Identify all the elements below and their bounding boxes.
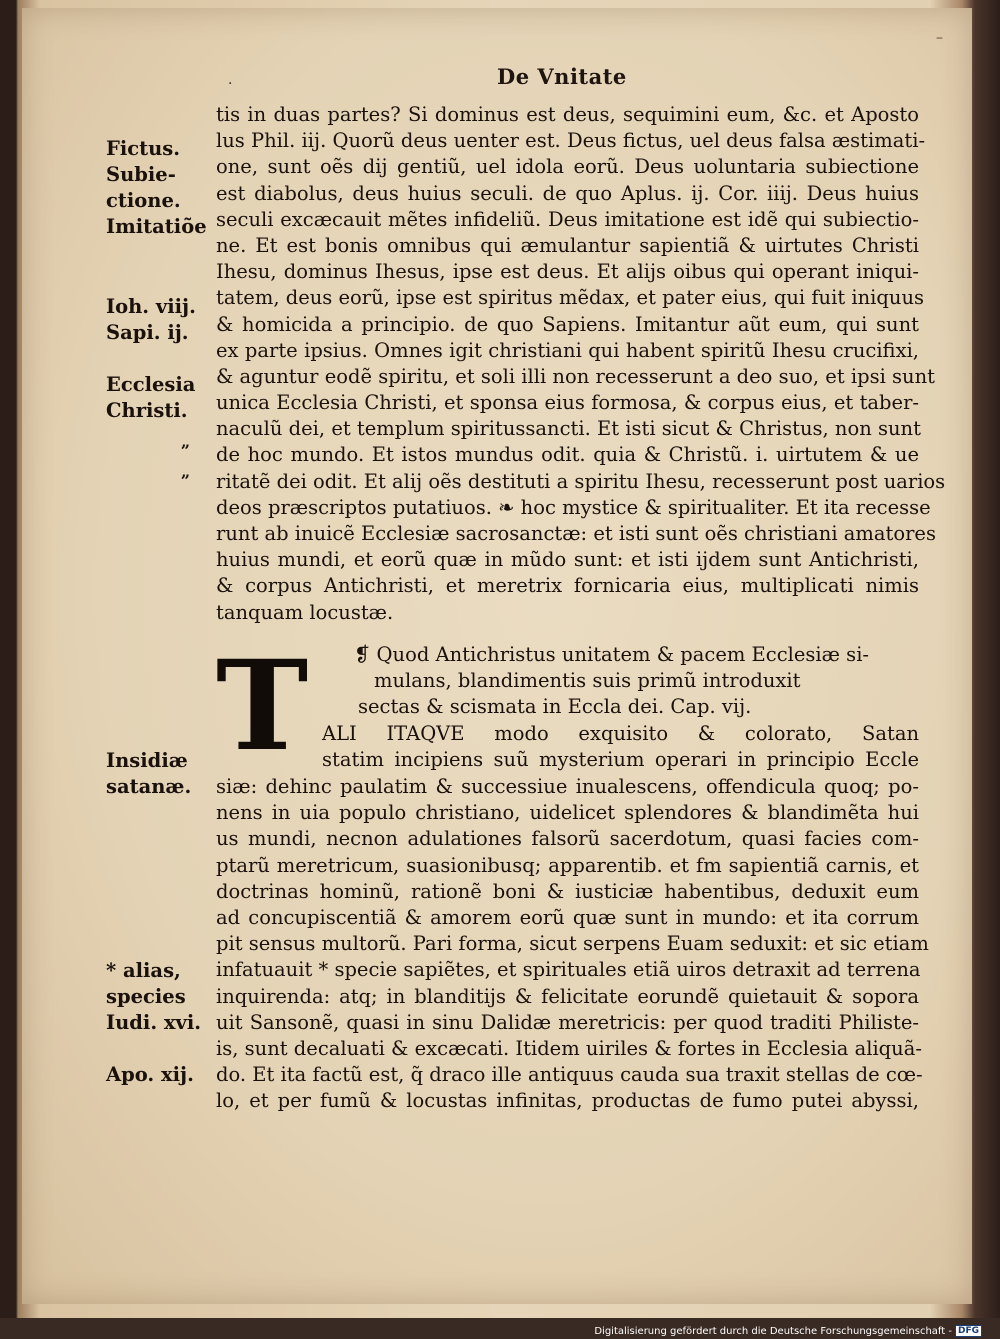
text-line: runt ab inuicẽ Ecclesiæ sacrosanctæ: et isti sunt oẽs christiani amatores bbox=[216, 522, 936, 545]
text-line: naculũ dei, et templum spiritussancti. Et isti sicut & Christus, non sunt bbox=[216, 417, 921, 441]
text-line: doctrinas hominũ, rationẽ boni & iusticiæ habentibus, deduxit eum bbox=[216, 879, 919, 903]
text-line: inquirenda: atq; in blanditijs & felicitate eorundẽ quietauit & sopora bbox=[216, 984, 919, 1008]
text-line: is, sunt decaluati & excæcati. Itidem uiriles & fortes in Ecclesia aliquã- bbox=[216, 1036, 922, 1060]
text-line: infatuauit * specie sapiẽtes, et spirituales etiã uiros detraxit ad terrena bbox=[216, 958, 921, 982]
digitization-footer bbox=[594, 1325, 982, 1337]
text-line: tanquam locustæ. bbox=[216, 600, 394, 624]
text-line: huius mundi, et eorũ quæ in mũdo sunt: et isti ijdem sunt Antichristi, bbox=[216, 548, 919, 572]
text-line: ritatẽ dei odit. Et alij oẽs destituti a spiritu Ihesu, recesserunt post uarios bbox=[216, 469, 946, 493]
folio-mark: · bbox=[228, 76, 233, 92]
margin-note: Subie- bbox=[106, 163, 176, 186]
text-line: us mundi, necnon adulationes falsorũ sacerdotum, quasi facies com- bbox=[216, 827, 919, 851]
chapter-opening bbox=[322, 721, 919, 773]
text-line: deos præscriptos putatiuos. ❧ hoc mystice & spiritualiter. Et ita recesse bbox=[216, 495, 931, 519]
text-line: siæ: dehinc paulatim & successiue inualescens, offendicula quoq; po- bbox=[216, 775, 919, 798]
corner-mark: – bbox=[936, 30, 943, 46]
margin-note: Apo. xij. bbox=[106, 1063, 194, 1086]
text-line: uit Sansonẽ, quasi in sinu Dalidæ meretricis: per quod traditi Philiste- bbox=[216, 1010, 919, 1034]
margin-quote-mark: „ bbox=[181, 462, 191, 481]
text-line: unica Ecclesia Christi, et sponsa eius formosa, & corpus eius, et taber- bbox=[216, 391, 919, 415]
text-line: ad concupiscentiã & amorem eorũ quæ sunt in mundo: et ita corrum bbox=[216, 905, 919, 929]
text-line: de hoc mundo. Et istos mundus odit. quia & Christũ. i. uirtutem & ue bbox=[216, 443, 919, 467]
running-title: De Vnitate bbox=[497, 64, 627, 89]
margin-note: Fictus. bbox=[106, 137, 181, 160]
text-line: lo, et per fumũ & locustas infinitas, productas de fumo putei abyssi, bbox=[216, 1089, 919, 1113]
text-line: ptarũ meretricum, suasionibusq; apparentib. et fm sapientiã carnis, et bbox=[216, 853, 919, 877]
text-line: ne. Et est bonis omnibus qui æmulantur sapientiã & uirtutes Christi bbox=[216, 233, 919, 257]
margin-note: ctione. bbox=[106, 189, 181, 212]
text-line: tis in duas partes? Si dominus est deus, sequimini eum, &c. et Aposto bbox=[216, 103, 919, 126]
text-line: tatem, deus eorũ, ipse est spiritus mẽdax, et pater eius, qui fuit iniquus bbox=[216, 286, 925, 310]
text-line: ALI ITAQVE modo exquisito & colorato, Satan bbox=[322, 722, 919, 745]
text-line: & corpus Antichristi, et meretrix fornicaria eius, multiplicati nimis bbox=[216, 574, 919, 598]
text-line: seculi excæcauit mẽtes infideliũ. Deus imitatione est idẽ qui subiectio- bbox=[216, 207, 919, 231]
footer-text: Digitalisierung gefördert durch die Deutsche Forschungsgemeinschaft - bbox=[594, 1325, 952, 1337]
margin-note: Christi. bbox=[106, 399, 188, 422]
margin-quote-mark: „ bbox=[181, 432, 191, 451]
text-line: est diabolus, deus huius seculi. de quo Aplus. ij. Cor. iiij. Deus huius bbox=[216, 181, 919, 205]
text-line: statim incipiens suũ mysterium operari in principio Eccle bbox=[322, 748, 919, 772]
margin-note: Ecclesia bbox=[106, 373, 196, 396]
text-line: & homicida a principio. de quo Sapiens. Imitantur aũt eum, qui sunt bbox=[216, 312, 919, 336]
text-line: do. Et ita factũ est, q̃ draco ille antiquus cauda sua traxit stellas de cœ- bbox=[216, 1063, 923, 1087]
margin-note: Insidiæ bbox=[106, 749, 188, 772]
text-line: pit sensus multorũ. Pari forma, sicut serpens Euam seduxit: et sic etiam bbox=[216, 932, 929, 956]
margin-note: species bbox=[106, 985, 186, 1008]
margin-note: * alias, bbox=[106, 959, 181, 982]
margin-note: Sapi. ij. bbox=[106, 321, 189, 344]
dfg-logo: DFG bbox=[955, 1325, 982, 1337]
heading-line: mulans, blandimentis suis primũ introduxit bbox=[374, 669, 801, 693]
drop-cap-initial: T bbox=[216, 634, 309, 779]
margin-note: Imitatiõe bbox=[106, 215, 207, 238]
heading-line: ❡ Quod Antichristus unitatem & pacem Ecclesiæ si- bbox=[354, 643, 870, 666]
text-line: lus Phil. iij. Quorũ deus uenter est. Deus fictus, uel deus falsa æstimati- bbox=[216, 129, 926, 153]
text-line: ex parte ipsius. Omnes igit christiani qui habent spiritũ Ihesu crucifixi, bbox=[216, 338, 919, 362]
margin-note: satanæ. bbox=[106, 775, 192, 798]
text-line: nens in uia populo christiano, uidelicet splendores & blandimẽta hui bbox=[216, 801, 919, 825]
main-text-block bbox=[216, 102, 946, 626]
chapter-text-block bbox=[216, 774, 929, 1114]
chapter-heading bbox=[354, 642, 899, 721]
margin-note: Ioh. viij. bbox=[106, 295, 196, 318]
heading-line: sectas & scismata in Eccla dei. Cap. vij. bbox=[358, 695, 752, 719]
text-line: & aguntur eodẽ spiritu, et soli illi non recesserunt a deo suo, et ipsi sunt bbox=[216, 364, 936, 388]
text-line: one, sunt oẽs dij gentiũ, uel idola eorũ. Deus uoluntaria subiectione bbox=[216, 155, 919, 179]
margin-note: Iudi. xvi. bbox=[106, 1011, 202, 1034]
text-line: Ihesu, dominus Ihesus, ipse est deus. Et alijs oibus qui operant iniqui- bbox=[216, 260, 919, 284]
